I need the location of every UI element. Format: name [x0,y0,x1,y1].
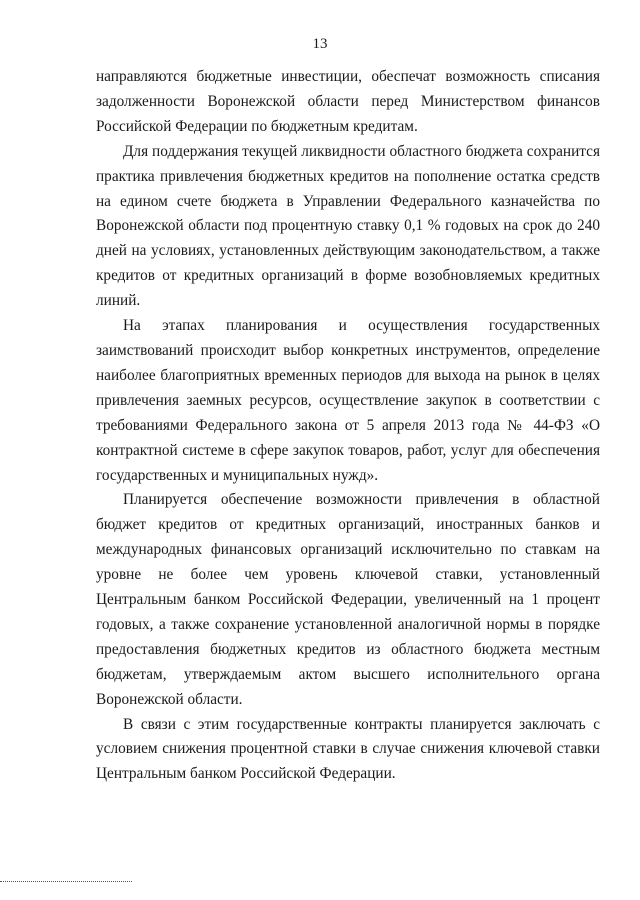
document-body [96,65,600,787]
paragraph-liquidity: Для поддержания текущей ликвидности областного бюджета сохранится практика привлечения бюджетных кредитов на пополнение остатка средств на едином счете бюджета в Управлении Федерального казначейства по Воронежской области под процентную ставку 0,1 % годовых на срок до 240 дней на условиях, установленных действующим законодательством, а также кредитов от кредитных организаций в форме возобновляемых кредитных линий. [96,142,600,310]
paragraph-planning: На этапах планирования и осуществления государственных заимствований происходит выбор конкретных инструментов, определение наиболее благоприятных временных периодов для выхода на рынок в целях привлечения заемных ресурсов, осуществление закупок в соответствии с требованиями Федерального закона от 5 апреля 2013 года № 44-ФЗ «О контрактной системе в сфере закупок товаров, работ, услуг для обеспечения государственных и муниципальных нужд». [96,317,600,484]
paragraph-contracts: В связи с этим государственные контракты планируется заключать с условием снижения процентной ставки в случае снижения ключевой ставки Центральным банком Российской Федерации. [96,715,600,783]
page-number: 13 [312,36,328,52]
paragraph-continuation: направляются бюджетные инвестиции, обеспечат возможность списания задолженности Воронежской области перед Министерством финансов Российской Федерации по бюджетным кредитам. [96,68,600,135]
footer-rule [0,881,132,882]
paragraph-credit-rates: Планируется обеспечение возможности привлечения в областной бюджет кредитов от кредитных организаций, иностранных банков и международных финансовых организаций исключительно по ставкам на уровне не более чем уровень ключевой ставки, установленный Центральным банком Российской Федерации, увеличенный на 1 процент годовых, а также сохранение установленной аналогичной нормы в порядке предоставления бюджетных кредитов из областного бюджета местным бюджетам, утверждаемым актом высшего исполнительного органа Воронежской области. [96,491,600,708]
